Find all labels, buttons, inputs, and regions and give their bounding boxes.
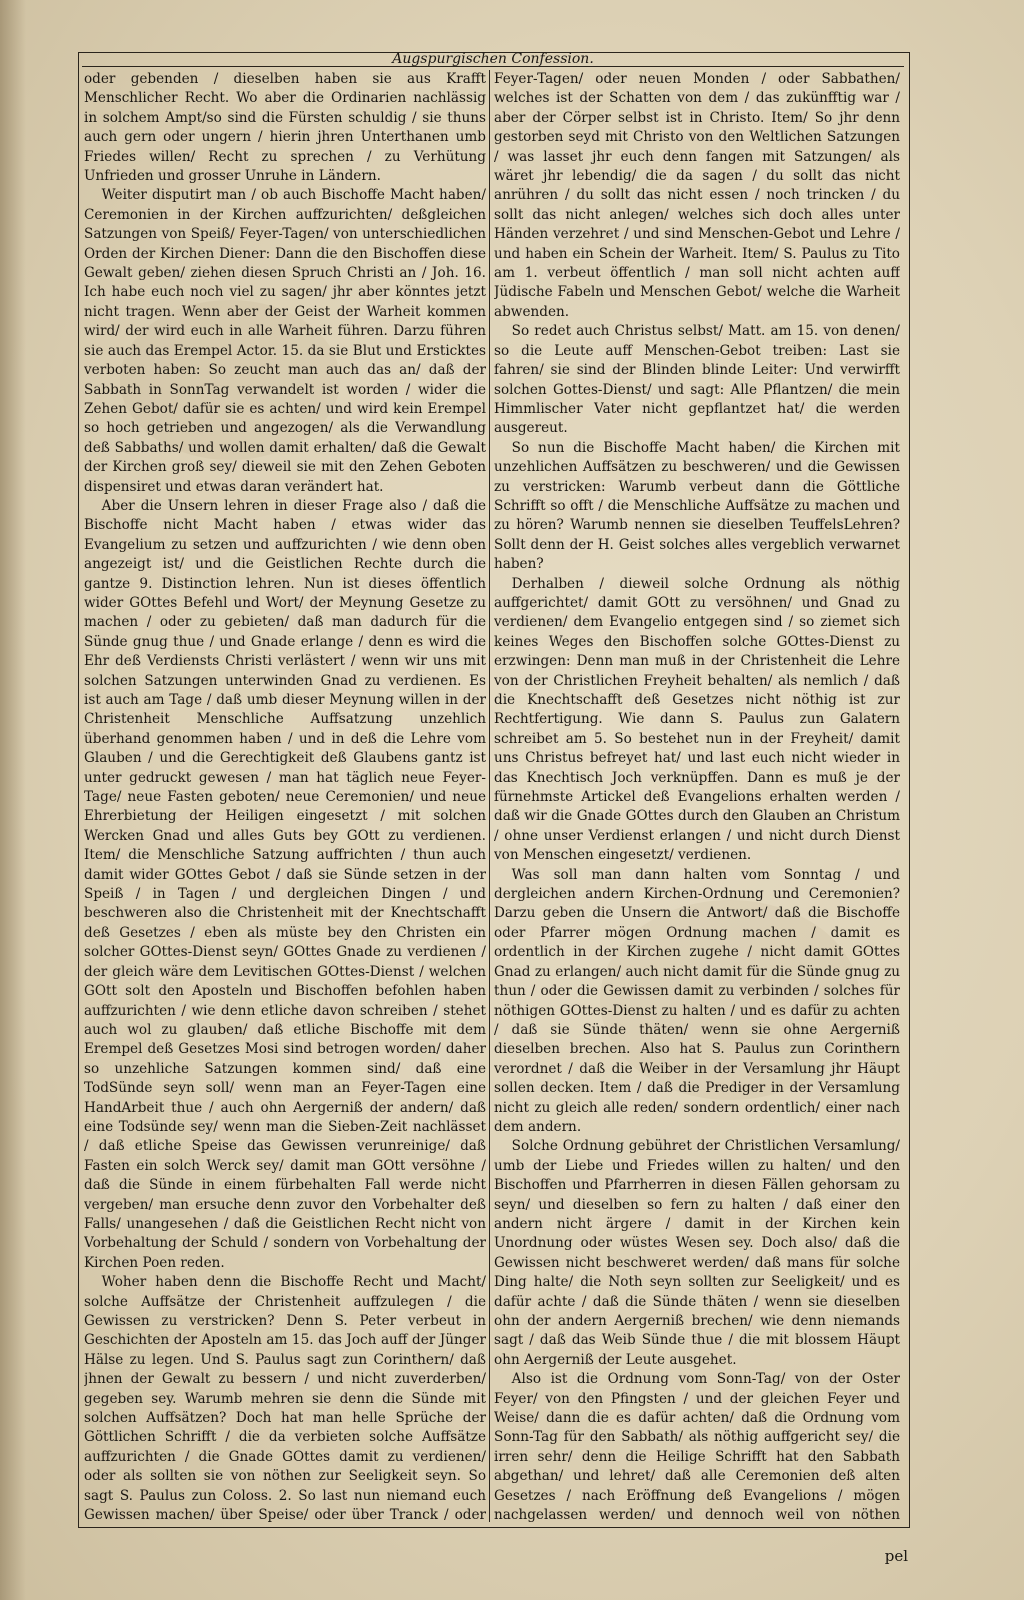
paragraph: Derhalben / dieweil solche Ordnung als nöthig auffgerichtet/ damit GOtt zu versöhnen/ und Gnad zu verdienen/ dem Evangelio entgegen sind / so ziemet sich keines Weges den Bischoffen solche GOttes-Dienst zu erzwingen: Denn man muß in der Christenheit die Lehre von der Christlichen Freyheit behalten/ als nemlich / daß die Knechtschafft deß Gesetzes nicht nöthig ist zur Rechtfertigung. Wie dann S. Paulus zun Galatern schreibet am 5. So bestehet nun in der Freyheit/ damit uns Christus befreyet hat/ und last euch nicht wieder in das Knechtisch Joch verknüpffen. Dann es muß je der fürnehmste Artickel deß Evangelions erhalten werden / daß wir die Gnade GOttes durch den Glauben an Christum / ohne unser Verdienst erlangen / und nicht durch Dienst von Menschen eingesetzt/ verdienen. [494, 575, 900, 864]
right-column [494, 70, 900, 1522]
paragraph: So nun die Bischoffe Macht haben/ die Kirchen mit unzehlichen Auffsätzen zu beschweren/ und die Gewissen zu verstricken: Warumb verbeut dann die Göttliche Schrifft so offt / die Menschliche Auffsätze zu machen und zu hören? Warumb nennen sie dieselben TeuffelsLehren? Sollt denn der H. Geist solches alles vergeblich verwarnet haben? [494, 439, 900, 573]
catchword: pel [884, 1547, 908, 1565]
paragraph: Feyer-Tagen/ oder neuen Monden / oder Sabbathen/ welches ist der Schatten von dem / das zukünfftig war / aber der Cörper selbst ist in Christo. Item/ So jhr denn gestorben seyd mit Christo von den Weltlichen Satzungen / was lasset jhr euch denn fangen mit Satzungen/ als wäret jhr lebendig/ die da sagen / du sollt das nicht anrühren / du sollt das nicht essen / noch trincken / du sollt das nicht anlegen/ welches sich doch alles unter Händen verzehret / und sind Menschen-Gebot und Lehre / und haben ein Schein der Warheit. Item/ S. Paulus zu Tito am 1. verbeut öffentlich / man soll nicht achten auff Jüdische Fabeln und Menschen Gebot/ welche die Warheit abwenden. [494, 71, 900, 320]
paragraph: Woher haben denn die Bischoffe Recht und Macht/ solche Auffsätze der Christenheit auffzulegen / die Gewissen zu verstricken? Denn S. Peter verbeut in Geschichten der Aposteln am 15. das Joch auff der Jünger Hälse zu legen. Und S. Paulus sagt zun Corinthern/ daß jhnen der Gewalt zu bessern / und nicht zuverderben/ gegeben sey. Warumb mehren sie denn die Sünde mit solchen Auffsätzen? Doch hat man helle Sprüche der Göttlichen Schrifft / die da verbieten solche Auffsätze auffzurichten / die Gnade GOttes damit zu verdienen/ oder als sollten sie von nöthen zur Seeligkeit seyn. So sagt S. Paulus zun Coloss. 2. So last nun niemand euch Gewissen machen/ über Speise/ oder über Tranck / oder [84, 1274, 486, 1522]
paragraph: Solche Ordnung gebühret der Christlichen Versamlung/ umb der Liebe und Friedes willen zu halten/ und den Bischoffen und Pfarrherren in diesen Fällen gehorsam zu seyn/ und dieselben so fern zu halten / daß einer den andern nicht ärgere / damit in der Kirchen kein Unordnung oder wüstes Wesen sey. Doch also/ daß die Gewissen nicht beschweret werden/ daß mans für solche Ding halte/ die Noth seyn sollten zur Seeligkeit/ und es dafür achte / daß die Sünde thäten / wenn sie dieselben ohn der andern Aergerniß brechen/ wie denn niemands sagt / daß das Weib Sünde thue / die mit blossem Häupt ohn Aergerniß der Leute ausgehet. [494, 1138, 900, 1368]
left-column [84, 70, 486, 1522]
paragraph: So redet auch Christus selbst/ Matt. am 15. von denen/ so die Leute auff Menschen-Gebot treiben: Last sie fahren/ sie sind der Blinden blinde Leiter: Und verwirfft solchen Gottes-Dienst/ und sagt: Alle Pflantzen/ die mein Himmlischer Vater nicht gepflantzet hat/ die werden ausgereut. [494, 323, 900, 437]
paragraph: Also ist die Ordnung vom Sonn-Tag/ von der Oster Feyer/ von den Pfingsten / und der gleichen Feyer und Weise/ dann die es dafür achten/ daß die Ordnung vom Sonn-Tag für den Sabbath/ als nöthig auffgericht sey/ die irren sehr/ denn die Heilige Schrifft hat den Sabbath abgethan/ und lehret/ daß alle Ceremonien deß alten Gesetzes / nach Eröffnung deß Evangelions / mögen nachgelassen werden/ und dennoch weil von nöthen [494, 1371, 900, 1522]
column-divider [489, 70, 490, 1522]
paragraph: Aber die Unsern lehren in dieser Frage also / daß die Bischoffe nicht Macht haben / etwas wider das Evangelium zu setzen und auffzurichten / wie denn oben angezeigt ist/ und die Geistlichen Rechte durch die gantze 9. Distinction lehren. Nun ist dieses öffentlich wider GOttes Befehl und Wort/ der Meynung Gesetze zu machen / oder zu gebieten/ daß man dadurch für die Sünde gnug thue / und Gnade erlange / denn es wird die Ehr deß Verdiensts Christi verlästert / wenn wir uns mit solchen Satzungen unterwinden Gnad zu verdienen. Es ist auch am Tage / daß umb dieser Meynung willen in der Christenheit Menschliche Auffsatzung unzehlich überhand genommen haben / und in deß die Lehre vom Glauben / und die Gerechtigkeit deß Glaubens gantz ist unter gedruckt gewesen / man hat täglich neue Feyer-Tage/ neue Fasten geboten/ neue Ceremonien/ und neue Ehrerbietung der Heiligen eingesetzt / mit solchen Wercken Gnad und alles Guts bey GOtt zu verdienen. Item/ die Menschliche Satzung auffrichten / thun auch damit wider GOttes Gebot / daß sie Sünde setzen in der Speiß / in Tagen / und dergleichen Dingen / und beschweren also die Christenheit mit der Knechtschafft deß Gesetzes / eben als müste bey den Christen ein solcher GOttes-Dienst seyn/ GOttes Gnade zu verdienen / der gleich wäre dem Levitischen GOttes-Dienst / welchen GOtt solt den Aposteln und Bischoffen befohlen haben auffzurichten / wie denn etliche davon schreiben / stehet auch wol zu glauben/ daß etliche Bischoffe mit dem Erempel deß Gesetzes Mosi sind betrogen worden/ daher so unzehliche Satzungen kommen sind/ daß eine TodSünde seyn soll/ wenn man an Feyer-Tagen eine HandArbeit thue / auch ohn Aergerniß der andern/ daß eine Todsünde sey/ wenn man die Sieben-Zeit nachlässet / daß etliche Speise das Gewissen verunreinige/ daß Fasten ein solch Werck sey/ damit man GOtt versöhne / daß die Sünde in einem fürbehalten Fall werde nicht vergeben/ man ersuche denn zuvor den Vorbehalter deß Falls/ unangesehen / daß die Geistlichen Recht nicht von Vorbehaltung der Schuld / sondern von Vorbehaltung der Kirchen Poen reden. [84, 497, 486, 1271]
header-rule [82, 66, 904, 67]
paragraph: oder gebenden / dieselben haben sie aus Krafft Menschlicher Recht. Wo aber die Ordinarien nachlässig in solchem Ampt/so sind die Fürsten schuldig / sie thuns auch gern oder ungern / hierin jhren Unterthanen umb Friedes willen/ Recht zu sprechen / zu Verhütung Unfrieden und grosser Unruhe in Ländern. [84, 71, 486, 185]
running-head: Augspurgischen Confession. [392, 51, 594, 67]
paragraph: Weiter disputirt man / ob auch Bischoffe Macht haben/ Ceremonien in der Kirchen auffzurichten/ deßgleichen Satzungen von Speiß/ Feyer-Tagen/ von unterschiedlichen Orden der Kirchen Diener: Dann die den Bischoffen diese Gewalt geben/ ziehen diesen Spruch Christi an / Joh. 16. Ich habe euch noch viel zu sagen/ jhr aber könntes jetzt nicht tragen. Wenn aber der Geist der Warheit kommen wird/ der wird euch in alle Warheit führen. Darzu führen sie auch das Erempel Actor. 15. da sie Blut und Ersticktes verboten haben: So zeucht man auch das an/ daß der Sabbath in SonnTag verwandelt ist worden / wider die Zehen Gebot/ dafür sie es achten/ und wird kein Erempel so hoch getrieben und angezogen/ als die Verwandlung deß Sabbaths/ und wollen damit erhalten/ daß die Gewalt der Kirchen groß sey/ dieweil sie mit den Zehen Geboten dispensiret und etwas daran verändert hat. [84, 187, 486, 495]
paragraph: Was soll man dann halten vom Sonntag / und dergleichen andern Kirchen-Ordnung und Ceremonien? Darzu geben die Unsern die Antwort/ daß die Bischoffe oder Pfarrer mögen Ordnung machen / damit es ordentlich in der Kirchen zugehe / nicht damit GOttes Gnad zu erlangen/ auch nicht damit für die Sünde gnug zu thun / oder die Gewissen damit zu verbinden / solches für nöthigen GOttes-Dienst zu halten / und es dafür zu achten / daß sie Sünde thäten/ wenn sie ohne Aergerniß dieselben brechen. Also hat S. Paulus zun Corinthern verordnet / daß die Weiber in der Versamlung jhr Häupt sollen decken. Item / daß die Prediger in der Versamlung nicht zu gleich alle reden/ sondern ordentlich/ einer nach dem andern. [494, 866, 900, 1135]
